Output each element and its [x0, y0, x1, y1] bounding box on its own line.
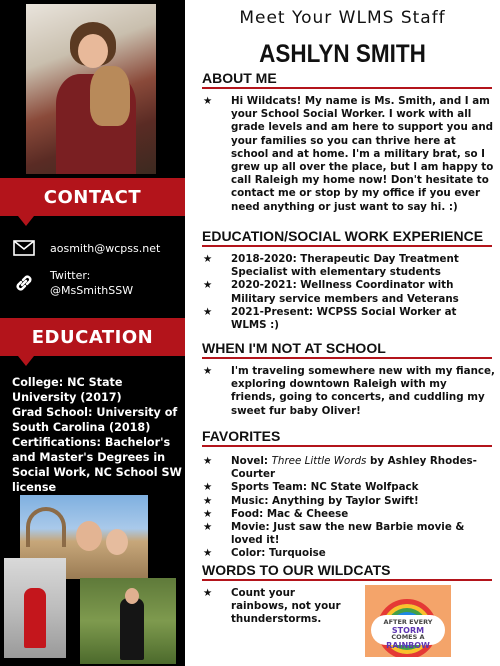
main-content	[185, 0, 500, 666]
list-item: ★ 2021-Present: WCPSS Social Worker at WLMS :)	[203, 305, 457, 332]
rainbow-graphic	[365, 585, 451, 657]
education-grad-school: Grad School: University of South Carolina (2018)	[12, 406, 178, 434]
page-title: Meet Your WLMS Staff	[239, 8, 446, 28]
education-college: College: NC State University (2017)	[12, 376, 123, 404]
not-at-school-heading: WHEN I'M NOT AT SCHOOL	[202, 340, 492, 359]
education-certifications: Certifications: Bachelor's and Master's Degrees in Social Work, NC School SW license	[12, 436, 182, 494]
favorites-heading: FAVORITES	[202, 428, 492, 447]
list-item: ★ 2020-2021: Wellness Coordinator with Military service members and Veterans	[203, 279, 459, 305]
words-heading: WORDS TO OUR WILDCATS	[202, 562, 492, 581]
email-text[interactable]: aosmith@wcpss.net	[50, 241, 161, 255]
link-icon	[12, 271, 36, 295]
left-sidebar	[0, 0, 185, 666]
list-item: ★ 2018-2020: Therapeutic Day Treatment Specialist with elementary students	[203, 253, 459, 279]
education-banner: EDUCATION	[0, 318, 185, 356]
staff-photo-with-dog	[26, 4, 156, 174]
envelope-icon	[12, 236, 36, 260]
graduation-photo-black	[80, 578, 176, 664]
experience-list	[203, 253, 495, 332]
rainbow-quote: AFTER EVERY STORM COMES A RAINBOW	[383, 618, 433, 650]
contact-email[interactable]	[12, 236, 160, 260]
staff-name: ASHLYN SMITH	[259, 40, 426, 68]
not-at-school-list	[203, 365, 495, 418]
about-heading: ABOUT ME	[202, 70, 492, 89]
contact-banner: CONTACT	[0, 178, 185, 216]
list-item: ★ Movie: Just saw the new Barbie movie & loved it!	[203, 521, 465, 547]
list-item: ★ Hi Wildcats! My name is Ms. Smith, and I am your School Social Worker. I work with all grade levels and am here to support you and your families so you can thrive here at school and at home. I'm a military brat, so I grew up all over the place, but I am happy to call Raleigh my home now! Don't hesitate to contact me or stop by my office if you ever need anything or just want to say hi. :)	[203, 95, 494, 213]
list-item: ★ Music: Anything by Taylor Swift!	[203, 494, 419, 507]
about-list	[203, 95, 495, 214]
education-details	[12, 375, 184, 495]
twitter-handle[interactable]: @MsSmithSSW	[50, 284, 134, 297]
experience-heading: EDUCATION/SOCIAL WORK EXPERIENCE	[202, 228, 492, 247]
list-item: ★ Food: Mac & Cheese	[203, 507, 349, 520]
graduation-photo-red	[4, 558, 66, 658]
favorites-list	[203, 455, 495, 561]
twitter-label: Twitter:	[50, 269, 91, 282]
list-item: ★ Novel: Three Little Words by Ashley Rhodes-Courter	[203, 455, 477, 481]
list-item: ★ Color: Turquoise	[203, 547, 326, 560]
words-list	[203, 587, 353, 627]
list-item: ★ Count your rainbows, not your thunderstorms.	[203, 587, 341, 626]
list-item: ★ Sports Team: NC State Wolfpack	[203, 481, 419, 494]
list-item: ★ I'm traveling somewhere new with my fiance, exploring downtown Raleigh with my friends, going to concerts, and cuddling my sweet fur baby Oliver!	[203, 365, 495, 417]
contact-twitter[interactable]	[12, 268, 133, 298]
star-bullet: ★	[203, 95, 213, 107]
